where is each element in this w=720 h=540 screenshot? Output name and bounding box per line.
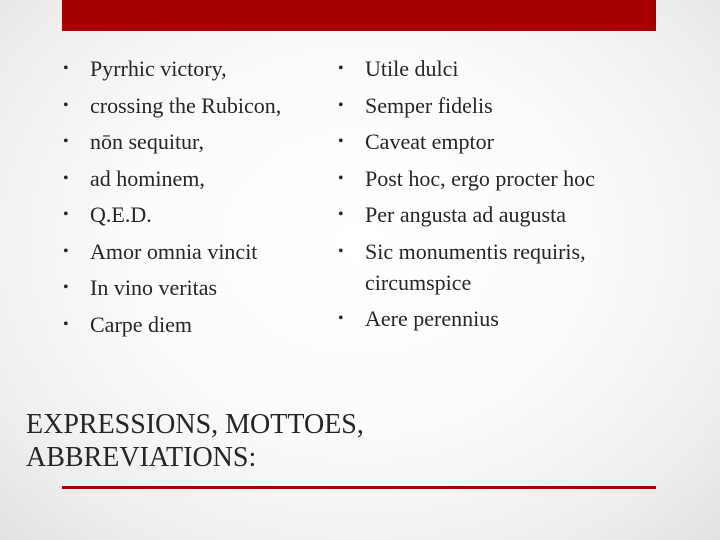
list-item-text: nōn sequitur, [90, 129, 204, 154]
list-item-text: Semper fidelis [365, 92, 493, 118]
list-item-text: Utile dulci [365, 56, 459, 81]
list-item [63, 90, 313, 121]
list-item-text: Sic monumentis requiris, circumspice [365, 238, 586, 295]
list-item [338, 303, 628, 334]
list-item [338, 90, 628, 121]
list-item-text: Per angusta ad augusta [365, 202, 566, 227]
bullet-icon: • [63, 206, 69, 223]
list-item-text: Amor omnia vincit [90, 238, 258, 264]
right-bullet-list [338, 53, 628, 340]
title-underline [62, 486, 656, 489]
list-item-text: Post hoc, ergo procter hoc [365, 165, 595, 191]
list-item-text: ad hominem, [90, 165, 205, 191]
bullet-icon: • [338, 169, 344, 187]
list-item-text: Q.E.D. [90, 202, 152, 227]
list-item [338, 126, 628, 157]
bullet-icon: • [63, 315, 69, 333]
list-item [338, 53, 628, 84]
list-item-text: Aere perennius [365, 306, 499, 331]
bullet-icon: • [63, 242, 69, 260]
bullet-icon: • [338, 133, 344, 150]
bullet-icon: • [338, 310, 344, 327]
list-item [63, 272, 313, 303]
list-item [63, 236, 313, 267]
list-item [63, 53, 313, 84]
list-item [338, 163, 628, 194]
bullet-icon: • [338, 96, 344, 114]
slide-title: EXPRESSIONS, MOTTOES, ABBREVIATIONS: [26, 409, 364, 473]
bullet-icon: • [63, 169, 69, 187]
list-item [63, 163, 313, 194]
bullet-icon: • [63, 96, 69, 114]
list-item-text: In vino veritas [90, 275, 218, 300]
bullet-icon: • [338, 206, 344, 223]
bullet-icon: • [63, 60, 69, 77]
list-item-text: Carpe diem [90, 311, 193, 337]
bullet-icon: • [63, 279, 69, 296]
bullet-icon: • [338, 60, 344, 77]
top-accent-bar [62, 0, 656, 31]
left-bullet-list [63, 53, 313, 345]
list-item [63, 199, 313, 230]
list-item-text: Caveat emptor [365, 129, 494, 154]
list-item-text: Pyrrhic victory, [90, 56, 227, 81]
list-item-text: crossing the Rubicon, [90, 92, 282, 118]
bullet-icon: • [63, 133, 69, 150]
bullet-icon: • [338, 242, 344, 260]
list-item [338, 236, 628, 298]
list-item [338, 199, 628, 230]
list-item [63, 309, 313, 340]
list-item [63, 126, 313, 157]
